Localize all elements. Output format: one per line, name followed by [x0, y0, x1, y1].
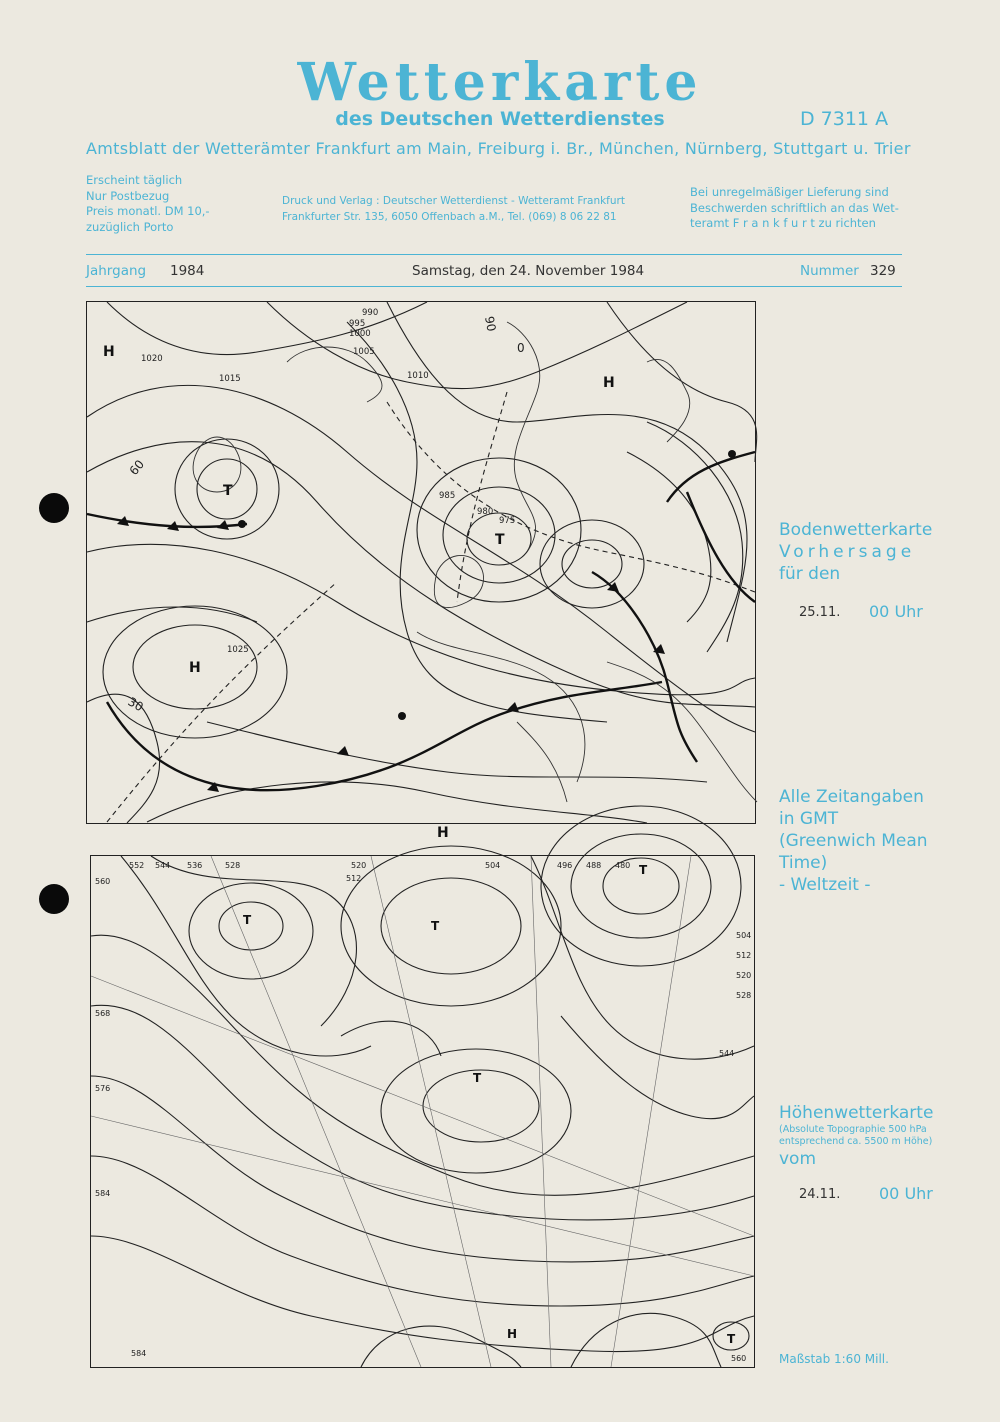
upper-map-date: 24.11.	[799, 1187, 841, 1202]
info-right-line: Beschwerden schriftlich an das Wet-	[690, 200, 899, 215]
latitude-label: 30	[125, 694, 146, 715]
contour-label: 528	[736, 991, 752, 1000]
high-center: H	[507, 1327, 518, 1341]
header-rule-top	[86, 254, 902, 255]
info-center	[282, 194, 625, 225]
isobar-label: 980	[477, 507, 494, 517]
caption-line: Vorhersage	[779, 542, 916, 562]
info-center-line: Druck und Verlag : Deutscher Wetterdienst - Wetteramt Frankfurt	[282, 195, 625, 207]
contour-label: 560	[95, 877, 111, 886]
contour-label: 584	[131, 1349, 147, 1358]
info-left	[86, 173, 210, 235]
contour-label: 584	[95, 1189, 111, 1198]
surface-weather-map	[86, 301, 756, 841]
contour-label: 528	[225, 861, 241, 870]
amtsblatt-line: Amtsblatt der Wetterämter Frankfurt am Main, Freiburg i. Br., München, Nürnberg, Stuttgart u. Trier	[86, 139, 911, 158]
latitude-label: 0	[517, 341, 525, 355]
time-note-line: Time)	[779, 853, 828, 873]
low-pressure-center: T	[223, 483, 233, 499]
contour-label: 480	[615, 861, 631, 870]
header-rule-bottom	[86, 286, 902, 287]
info-center-line: Frankfurter Str. 135, 6050 Offenbach a.M., Tel. (069) 8 06 22 81	[282, 210, 617, 223]
low-center: T	[243, 913, 252, 927]
surface-map-time: 00 Uhr	[869, 602, 923, 621]
nummer-value: 329	[870, 263, 896, 279]
high-pressure-center: H	[437, 825, 449, 841]
isobar-label: 990	[362, 308, 379, 318]
isobar-label: 1025	[227, 645, 249, 655]
isobar-label: 1000	[349, 329, 371, 339]
upper-map-time: 00 Uhr	[879, 1184, 933, 1203]
isobar-label: 985	[439, 491, 456, 501]
contour-label: 536	[187, 861, 203, 870]
isobar-label: 1005	[353, 347, 375, 357]
time-note	[779, 786, 928, 896]
contour-label: 512	[736, 951, 752, 960]
high-pressure-center: H	[103, 344, 115, 360]
caption-line: für den	[779, 564, 841, 584]
contour-label: 560	[731, 1354, 747, 1363]
doc-number: D 7311 A	[800, 108, 889, 130]
isobar-label: 975	[499, 516, 516, 526]
caption-line: Bodenwetterkarte	[779, 520, 933, 540]
high-pressure-center: H	[603, 375, 615, 391]
isobar-label: 995	[349, 319, 366, 329]
contour-label: 520	[736, 971, 752, 980]
low-center: T	[473, 1071, 482, 1085]
upper-map-note-line: entsprechend ca. 5500 m Höhe)	[779, 1136, 933, 1147]
masthead-title: Wetterkarte	[297, 52, 703, 113]
jahrgang-value: 1984	[170, 263, 205, 279]
info-left-line: zuzüglich Porto	[86, 219, 174, 234]
issue-date: Samstag, den 24. November 1984	[412, 263, 645, 279]
contour-label: 512	[346, 874, 362, 883]
contour-label: 496	[557, 861, 573, 870]
upper-map-drawing	[91, 856, 754, 1367]
info-left-line: Preis monatl. DM 10,-	[86, 204, 210, 218]
isobar-label: 1020	[141, 354, 163, 364]
time-note-line: (Greenwich Mean	[779, 831, 928, 851]
punch-hole-bottom	[39, 884, 69, 914]
latitude-label: 60	[126, 457, 148, 478]
low-center: T	[639, 863, 648, 877]
map-scale: Maßstab 1:60 Mill.	[779, 1352, 889, 1366]
upper-map-vom: vom	[779, 1149, 817, 1169]
low-pressure-center: T	[495, 532, 505, 548]
info-left-line: Nur Postbezug	[86, 188, 170, 203]
contour-label: 552	[129, 861, 145, 870]
surface-map-drawing	[87, 302, 755, 841]
contour-label: 544	[719, 1049, 735, 1058]
contour-label: 504	[485, 861, 501, 870]
surface-map-caption	[779, 519, 932, 585]
issue-row	[86, 263, 902, 285]
time-note-line: Alle Zeitangaben	[779, 787, 924, 807]
info-right-line: Bei unregelmäßiger Lieferung sind	[690, 185, 889, 199]
low-center: T	[431, 919, 440, 933]
upper-air-map	[90, 855, 755, 1368]
contour-label: 568	[95, 1009, 111, 1018]
isobar-label: 1010	[407, 371, 429, 381]
info-right-line: teramt F r a n k f u r t zu richten	[690, 216, 876, 230]
info-left-line: Erscheint täglich	[86, 173, 183, 187]
contour-label: 576	[95, 1084, 111, 1093]
jahrgang-label: Jahrgang	[86, 263, 147, 279]
time-note-line: in GMT	[779, 809, 839, 829]
high-pressure-center: H	[189, 660, 201, 676]
contour-label: 520	[351, 861, 367, 870]
contour-label: 488	[586, 861, 602, 870]
isobar-label: 1015	[219, 374, 241, 384]
upper-map-note-line: (Absolute Topographie 500 hPa	[779, 1124, 927, 1135]
upper-map-caption	[779, 1102, 933, 1170]
contour-label: 544	[155, 861, 171, 870]
info-right	[690, 185, 899, 232]
contour-label: 504	[736, 931, 752, 940]
low-center: T	[727, 1332, 736, 1346]
time-note-line: - Weltzeit -	[779, 875, 871, 895]
latitude-label: 90	[482, 315, 499, 333]
nummer-label: Nummer	[800, 263, 859, 279]
upper-map-title: Höhenwetterkarte	[779, 1103, 934, 1123]
masthead-subtitle: des Deutschen Wetterdienstes	[335, 108, 665, 130]
punch-hole-top	[39, 493, 69, 523]
surface-map-date: 25.11.	[799, 605, 841, 620]
